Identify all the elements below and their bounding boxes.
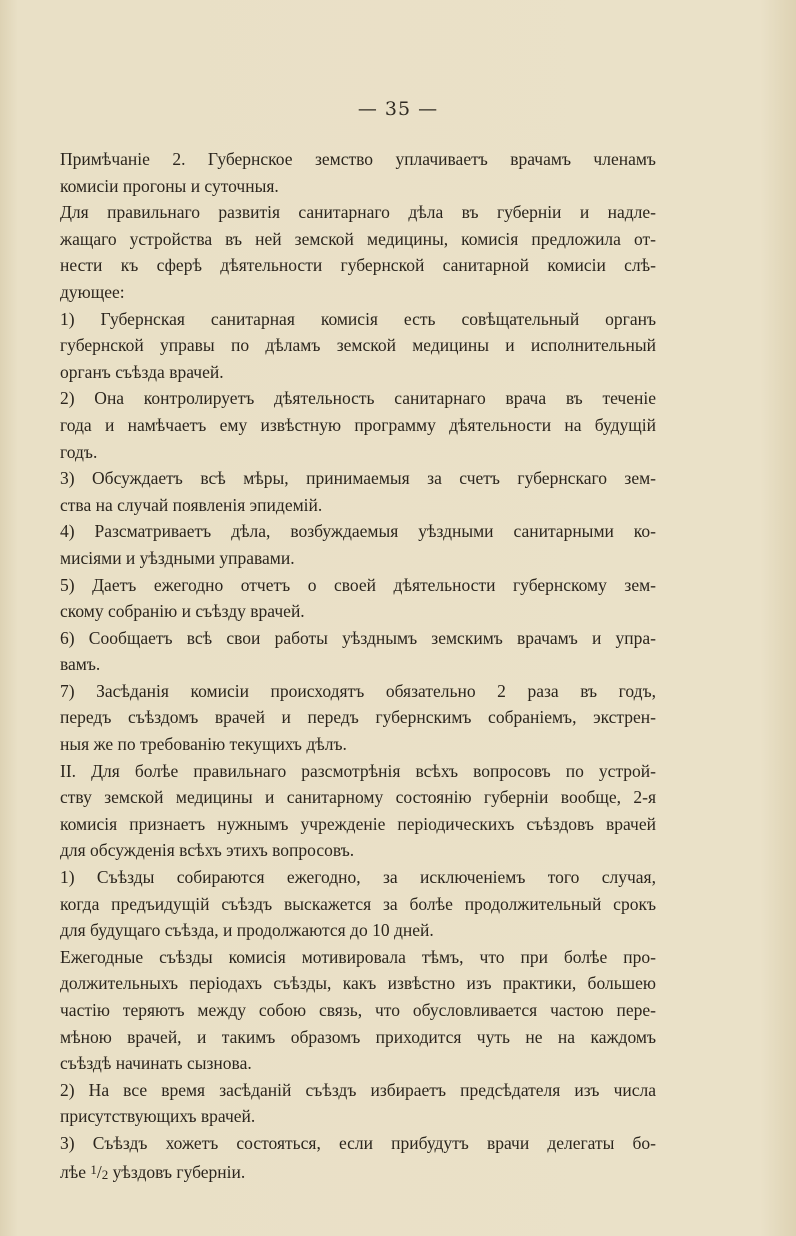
text-line: дующее: <box>60 281 125 302</box>
text-line: 1) Губернская санитарная комисія есть совѣщательный органъ <box>60 308 656 329</box>
text-line: 1) Съѣзды собираются ежегодно, за исключеніемъ того случая, <box>60 867 656 888</box>
text-line: 3) Обсуждаетъ всѣ мѣры, принимаемыя за счетъ губернскаго зем- <box>60 468 656 489</box>
final-line-prefix: лѣе <box>60 1161 91 1182</box>
text-line: Ежегодные съѣзды комисія мотивировала тѣмъ, что при болѣе про- <box>60 946 656 967</box>
final-text-line <box>60 1157 656 1189</box>
text-line: Для правильнаго развитія санитарнаго дѣла въ губерніи и надле- <box>60 202 656 223</box>
fraction-denominator: 2 <box>101 1166 109 1182</box>
text-line: вамъ. <box>60 654 101 675</box>
text-line: комисія признаетъ нужнымъ учрежденіе періодическихъ съѣздовъ врачей <box>60 813 656 834</box>
text-line: годъ. <box>60 441 98 462</box>
fraction-numerator: 1 <box>90 1161 97 1177</box>
text-line: жащаго устройства въ ней земской медицины, комисія предложила от- <box>60 228 656 249</box>
text-line: мѣною врачей, и такимъ образомъ приходится чуть не на каждомъ <box>60 1026 656 1047</box>
text-line: 3) Съѣздъ хожетъ состояться, если прибудутъ врачи делегаты бо- <box>60 1132 656 1153</box>
text-line: 2) На все время засѣданій съѣздъ избираетъ предсѣдателя изъ числа <box>60 1079 656 1100</box>
final-line-suffix: уѣздовъ губерніи. <box>108 1161 246 1182</box>
page-number: — 35 — <box>357 98 439 120</box>
text-line: для будущаго съѣзда, и продолжаются до 10 дней. <box>60 920 434 941</box>
text-line: ства на случай появленія эпидемій. <box>60 494 323 515</box>
text-line: когда предъидущій съѣздъ выскажется за болѣе продолжительный срокъ <box>60 893 656 914</box>
text-line: органъ съѣзда врачей. <box>60 361 224 382</box>
text-line: должительныхъ періодахъ съѣзды, какъ извѣстно изъ практики, большею <box>60 973 656 994</box>
text-line: 5) Даетъ ежегодно отчетъ о своей дѣятельности губернскому зем- <box>60 574 656 595</box>
text-line: скому собранію и съѣзду врачей. <box>60 601 305 622</box>
text-line: 4) Разсматриваетъ дѣла, возбуждаемыя уѣздными санитарными ко- <box>60 521 656 542</box>
text-line: ныя же по требованію текущихъ дѣлъ. <box>60 734 347 755</box>
text-line: для обсужденія всѣхъ этихъ вопросовъ. <box>60 840 355 861</box>
text-line: мисіями и уѣздными управами. <box>60 547 295 568</box>
text-line: губернской управы по дѣламъ земской медицины и исполнительный <box>60 335 656 356</box>
text-line: 7) Засѣданія комисіи происходятъ обязательно 2 раза въ годъ, <box>60 680 656 701</box>
text-line: присутствующихъ врачей. <box>60 1106 256 1127</box>
body-text <box>60 146 656 1188</box>
text-line: передъ съѣздомъ врачей и передъ губернскимъ собраніемъ, экстрен- <box>60 707 656 728</box>
text-line: 6) Сообщаетъ всѣ свои работы уѣзднымъ земскимъ врачамъ и упра- <box>60 627 656 648</box>
text-line: года и намѣчаетъ ему извѣстную программу дѣятельности на будущій <box>60 414 656 435</box>
text-line: съѣздѣ начинать сызнова. <box>60 1053 252 1074</box>
fraction-separator: / <box>96 1161 102 1182</box>
text-line: частію теряютъ между собою связь, что обусловливается частою пере- <box>60 1000 656 1020</box>
text-line: комисіи прогоны и суточныя. <box>60 175 279 196</box>
text-line: II. Для болѣе правильнаго разсмотрѣнія всѣхъ вопросовъ по устрой- <box>60 760 656 781</box>
text-line: ству земской медицины и санитарному состоянію губерніи вообще, 2-я <box>60 787 656 808</box>
text-line: Примѣчаніе 2. Губернское земство уплачиваетъ врачамъ членамъ <box>60 149 656 169</box>
text-line: 2) Она контролируетъ дѣятельность санитарнаго врача въ теченіе <box>60 388 656 409</box>
text-line: нести къ сферѣ дѣятельности губернской санитарной комисіи слѣ- <box>60 255 656 276</box>
